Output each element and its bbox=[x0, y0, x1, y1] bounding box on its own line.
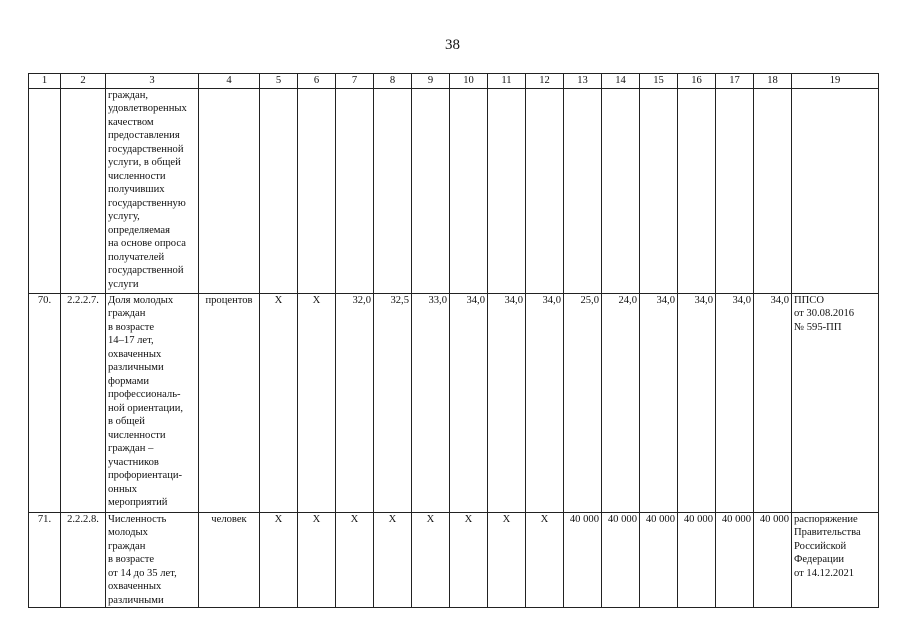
column-header: 19 bbox=[792, 74, 879, 89]
value-cell: Х bbox=[298, 293, 336, 512]
indicator-name-line: качеством bbox=[108, 116, 154, 128]
value-cell: Х bbox=[526, 512, 564, 608]
column-header: 13 bbox=[564, 74, 602, 89]
column-header: 1 bbox=[29, 74, 61, 89]
value-cell: 34,0 bbox=[640, 293, 678, 512]
table-row-continuation bbox=[29, 88, 879, 293]
indicator-name-line: формами bbox=[108, 375, 150, 387]
unit-cell: процентов bbox=[199, 293, 260, 512]
value-cell: 34,0 bbox=[488, 293, 526, 512]
value-cell: 34,0 bbox=[678, 293, 716, 512]
basis-cell bbox=[792, 512, 879, 608]
column-header: 15 bbox=[640, 74, 678, 89]
column-header: 5 bbox=[260, 74, 298, 89]
indicator-name-line: государственной bbox=[108, 143, 184, 155]
cell-empty bbox=[298, 88, 336, 293]
indicator-name-line: Доля молодых bbox=[108, 294, 174, 306]
indicator-name-line: в возрасте bbox=[108, 321, 155, 333]
indicator-name-line: охваченных bbox=[108, 581, 162, 592]
indicator-name-line: охваченных bbox=[108, 348, 162, 360]
cell-empty bbox=[450, 88, 488, 293]
indicator-name-line: ной ориентации, bbox=[108, 402, 184, 414]
indicator-name-line: 14–17 лет, bbox=[108, 335, 154, 346]
indicator-name-line: граждан bbox=[108, 308, 146, 319]
cell-empty bbox=[260, 88, 298, 293]
cell-empty bbox=[199, 88, 260, 293]
value-cell: Х bbox=[450, 512, 488, 608]
cell-empty bbox=[374, 88, 412, 293]
value-cell: 34,0 bbox=[526, 293, 564, 512]
indicator-name-line: услуги, в общей bbox=[108, 157, 181, 168]
indicator-name-line: в возрасте bbox=[108, 554, 155, 565]
value-cell: Х bbox=[260, 512, 298, 608]
column-header: 3 bbox=[106, 74, 199, 89]
indicators-table bbox=[28, 73, 879, 608]
column-header: 7 bbox=[336, 74, 374, 89]
column-header: 9 bbox=[412, 74, 450, 89]
cell-empty bbox=[61, 88, 106, 293]
row-number-cell: 70. bbox=[29, 293, 61, 512]
indicator-name-line: государственную bbox=[108, 197, 186, 209]
column-header: 10 bbox=[450, 74, 488, 89]
column-header: 12 bbox=[526, 74, 564, 89]
indicator-name-line: получивших bbox=[108, 184, 165, 195]
column-header: 6 bbox=[298, 74, 336, 89]
basis-line: Федерации bbox=[794, 554, 845, 565]
cell-empty bbox=[488, 88, 526, 293]
indicator-name-line: получателей bbox=[108, 251, 165, 263]
indicator-name-line: на основе опроса bbox=[108, 238, 186, 249]
value-cell: 40 000 bbox=[602, 512, 640, 608]
indicator-name-line: услугу, bbox=[108, 211, 140, 222]
value-cell: 40 000 bbox=[564, 512, 602, 608]
indicator-name-line: услуги bbox=[108, 278, 139, 290]
indicator-name-line: определяемая bbox=[108, 224, 170, 236]
indicator-name-line: Численность bbox=[108, 513, 167, 525]
row-code-cell: 2.2.2.8. bbox=[61, 512, 106, 608]
value-cell: 34,0 bbox=[450, 293, 488, 512]
value-cell: 24,0 bbox=[602, 293, 640, 512]
indicator-name-line: граждан, bbox=[108, 89, 149, 101]
indicator-name-line: удовлетворенных bbox=[108, 103, 187, 114]
value-cell: 40 000 bbox=[678, 512, 716, 608]
basis-line: Правительства bbox=[794, 527, 861, 538]
row-number-cell: 71. bbox=[29, 512, 61, 608]
value-cell: 25,0 bbox=[564, 293, 602, 512]
indicator-name-cell bbox=[106, 88, 199, 293]
column-header: 11 bbox=[488, 74, 526, 89]
basis-line: Российской bbox=[794, 540, 847, 552]
cell-empty bbox=[640, 88, 678, 293]
cell-empty bbox=[336, 88, 374, 293]
indicator-name-line: различными bbox=[108, 594, 164, 606]
basis-cell bbox=[792, 293, 879, 512]
basis-line: распоряжение bbox=[794, 513, 858, 525]
column-header: 16 bbox=[678, 74, 716, 89]
unit-cell: человек bbox=[199, 512, 260, 608]
indicator-name-line: граждан – bbox=[108, 443, 154, 454]
value-cell: 32,0 bbox=[336, 293, 374, 512]
indicator-name-line: предоставления bbox=[108, 130, 180, 141]
row-code-cell: 2.2.2.7. bbox=[61, 293, 106, 512]
cell-empty bbox=[678, 88, 716, 293]
cell-empty bbox=[526, 88, 564, 293]
cell-empty bbox=[29, 88, 61, 293]
value-cell: Х bbox=[488, 512, 526, 608]
column-header: 14 bbox=[602, 74, 640, 89]
cell-empty bbox=[716, 88, 754, 293]
column-header: 17 bbox=[716, 74, 754, 89]
page-number: 38 bbox=[445, 37, 460, 53]
value-cell: Х bbox=[412, 512, 450, 608]
column-header: 4 bbox=[199, 74, 260, 89]
indicator-name-line: численности bbox=[108, 170, 166, 182]
indicator-name-line: различными bbox=[108, 362, 164, 373]
indicator-name-line: молодых bbox=[108, 527, 148, 538]
indicator-name-cell bbox=[106, 293, 199, 512]
indicator-name-line: государственной bbox=[108, 265, 184, 276]
value-cell: Х bbox=[298, 512, 336, 608]
value-cell: Х bbox=[336, 512, 374, 608]
value-cell: 33,0 bbox=[412, 293, 450, 512]
value-cell: 40 000 bbox=[640, 512, 678, 608]
column-header: 2 bbox=[61, 74, 106, 89]
indicator-name-line: численности bbox=[108, 429, 166, 441]
indicator-name-line: профориентаци- bbox=[108, 470, 183, 481]
basis-line: ППСО bbox=[794, 294, 825, 306]
table-row bbox=[29, 293, 879, 512]
value-cell: 34,0 bbox=[716, 293, 754, 512]
cell-empty bbox=[564, 88, 602, 293]
indicator-name-line: участников bbox=[108, 456, 159, 468]
value-cell: 32,5 bbox=[374, 293, 412, 512]
basis-line: № 595-ПП bbox=[794, 321, 842, 333]
cell-empty bbox=[792, 88, 879, 293]
value-cell: Х bbox=[374, 512, 412, 608]
indicator-name-line: граждан bbox=[108, 540, 146, 552]
table-row bbox=[29, 512, 879, 608]
cell-empty bbox=[602, 88, 640, 293]
cell-empty bbox=[754, 88, 792, 293]
column-header: 8 bbox=[374, 74, 412, 89]
basis-line: от 14.12.2021 bbox=[794, 567, 855, 579]
indicator-name-line: онных bbox=[108, 483, 138, 495]
cell-empty bbox=[412, 88, 450, 293]
indicator-name-line: профессиональ- bbox=[108, 389, 181, 400]
value-cell: Х bbox=[260, 293, 298, 512]
indicator-name-line: мероприятий bbox=[108, 497, 168, 508]
indicator-name-cell bbox=[106, 512, 199, 608]
value-cell: 40 000 bbox=[754, 512, 792, 608]
basis-line: от 30.08.2016 bbox=[794, 308, 855, 319]
value-cell: 40 000 bbox=[716, 512, 754, 608]
column-header: 18 bbox=[754, 74, 792, 89]
value-cell: 34,0 bbox=[754, 293, 792, 512]
indicator-name-line: от 14 до 35 лет, bbox=[108, 567, 177, 579]
header-row bbox=[29, 74, 879, 89]
indicator-name-line: в общей bbox=[108, 416, 145, 427]
